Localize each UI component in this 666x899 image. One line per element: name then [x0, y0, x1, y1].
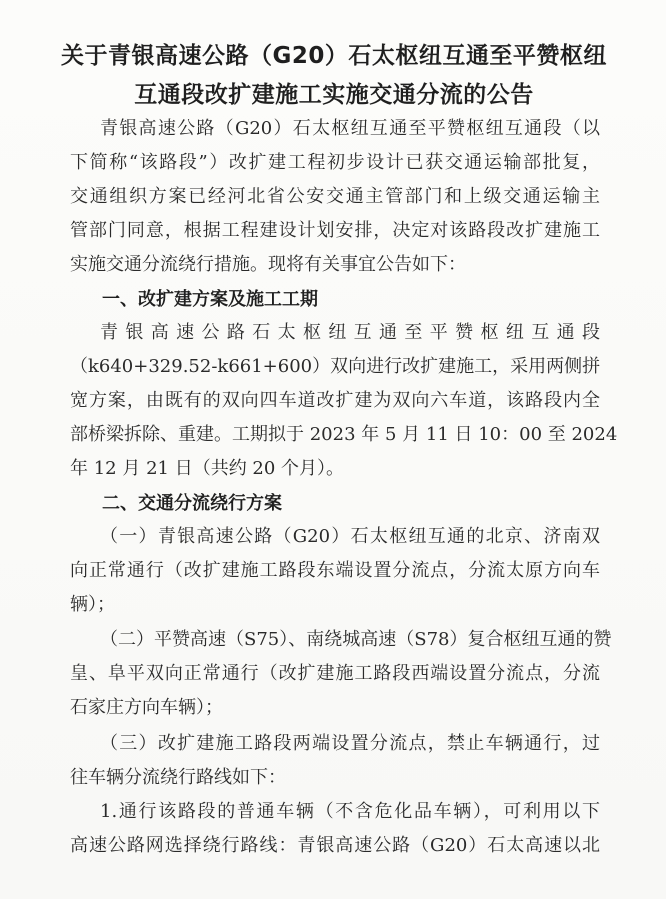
title-line-2: 互通段改扩建施工实施交通分流的公告 [134, 82, 534, 108]
paragraph-line: （k640+329.52-k661+600）双向进行改扩建施工，采用两侧拼 [70, 356, 601, 377]
paragraph-line: 宽方案，由既有的双向四车道改扩建为双向六车道，该路段内全 [70, 390, 600, 411]
paragraph-line: 交通组织方案已经河北省公安交通主管部门和上级交通运输主 [70, 186, 600, 207]
list-item-line: 1.通行该路段的普通车辆（不含危化品车辆），可利用以下 [100, 801, 600, 822]
title-line-1: 关于青银高速公路（G20）石太枢纽互通至平赞枢纽 [61, 43, 607, 69]
list-item-line: （二）平赞高速（S75）、南绕城高速（S78）复合枢纽互通的赞 [100, 629, 612, 650]
paragraph-line: 青银高速公路（G20）石太枢纽互通至平赞枢纽互通段（以 [100, 118, 600, 139]
section-heading-1: 一、改扩建方案及施工工期 [102, 289, 318, 310]
list-item-line: 往车辆分流绕行路线如下： [70, 767, 286, 788]
list-item-line: （三）改扩建施工路段两端设置分流点，禁止车辆通行，过 [100, 733, 600, 754]
section-heading-2: 二、交通分流绕行方案 [102, 493, 282, 514]
paragraph-line: 下简称“该路段”）改扩建工程初步设计已获交通运输部批复， [70, 152, 600, 173]
paragraph-line: 实施交通分流绕行措施。现将有关事宜公告如下： [70, 254, 466, 275]
list-item-line: 皇、阜平双向正常通行（改扩建施工路段西端设置分流点，分流 [70, 663, 600, 684]
list-item-line: 向正常通行（改扩建施工路段东端设置分流点，分流太原方向车 [70, 560, 600, 581]
paragraph-line: 部桥梁拆除、重建。工期拟于 2023 年 5 月 11 日 10：00 至 2024 [70, 424, 618, 445]
list-item-line: 辆）； [70, 594, 115, 615]
list-item-line: （一）青银高速公路（G20）石太枢纽互通的北京、济南双 [100, 526, 600, 547]
paragraph-line: 年 12 月 21 日（共约 20 个月）。 [70, 458, 345, 479]
paragraph-line: 青银高速公路石太枢纽互通至平赞枢纽互通段 [100, 322, 600, 343]
list-item-line: 高速公路网选择绕行路线：青银高速公路（G20）石太高速以北 [70, 835, 600, 856]
list-item-line: 石家庄方向车辆）； [70, 697, 223, 718]
paragraph-line: 管部门同意，根据工程建设计划安排，决定对该路段改扩建施工 [70, 220, 600, 241]
